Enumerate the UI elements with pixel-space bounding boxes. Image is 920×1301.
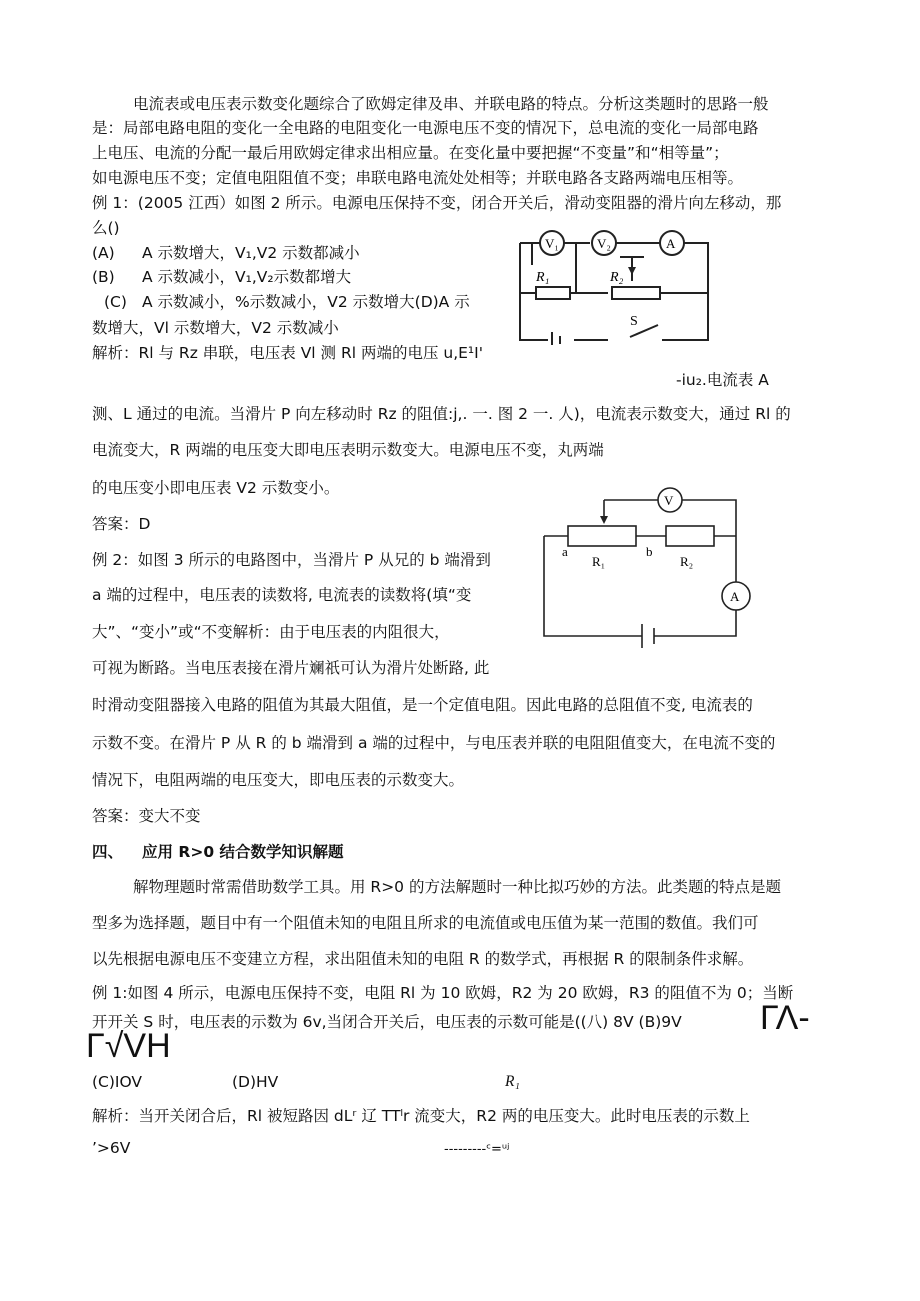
example2-answer: 答案：变大不变 — [92, 807, 201, 825]
fig3-r2-label: R₂ — [680, 554, 694, 569]
fig3-a-end: a — [562, 544, 568, 559]
example1-line-1: 例 1：(2005 江西）如图 2 所示。电源电压保持不变，闭合开关后，滑动变阻器的滑片向左移动，那 — [92, 194, 782, 212]
example2-line-4: 可视为断路。当电压表接在滑片斓祇可认为滑片处断路, 此 — [92, 659, 490, 677]
intro-line-1: 电流表或电压表示数变化题综合了欧姆定律及串、并联电路的特点。分析这类题时的思路一般 — [133, 95, 769, 113]
option-c-text: A 示数减小，%示数减小，V2 示数增大(D)A 示 — [142, 293, 470, 311]
option-d-continued: 数增大，Vl 示数增大，V2 示数减小 — [92, 319, 339, 337]
intro-line-4: 如电源电压不变；定值电阻阻值不变；串联电路电流处处相等；并联电路各支路两端电压相等。 — [92, 169, 744, 187]
section4-para-3: 以先根据电源电压不变建立方程，求出阻值未知的电阻 R 的数学式，再根据 R 的限制条件求解。 — [92, 950, 754, 968]
fig3-b-end: b — [646, 544, 653, 559]
example2-line-7: 情况下，电阻两端的电压变大，即电压表的示数变大。 — [92, 771, 465, 789]
intro-line-2: 是：局部电路电阻的变化一全电路的电阻变化一电源电压不变的情况下，总电流的变化一局部电路 — [92, 119, 759, 137]
example2-line-1: 例 2：如图 3 所示的电路图中，当滑片 P 从兄的 b 端滑到 — [92, 551, 491, 569]
option-a-text: A 示数增大，V₁,V2 示数都减小 — [142, 244, 360, 262]
intro-line-3: 上电压、电流的分配一最后用欧姆定律求出相应量。在变化量中要把握“不变量”和“相等量”； — [92, 144, 729, 162]
example1-analysis-3: 测、L 通过的电流。当滑片 P 向左移动时 Rz 的阻值:j,. 一. 图 2 一. 人)，电流表示数变大，通过 Rl 的 — [92, 405, 791, 423]
section4-analysis-1: 解析：当开关闭合后，Rl 被短路因 dLʳ 辽 TTˡr 流变大，R2 两的电压变大。此时电压表的示数上 — [92, 1107, 750, 1125]
example1-line-2: 么() — [92, 219, 120, 237]
option-c-label: (C) — [104, 293, 127, 311]
fig2-s-label: S — [630, 314, 638, 329]
garbled-mark-3: ---------ᶜ=ᵘʲ — [444, 1142, 510, 1157]
example1-analysis-2: -iu₂.电流表 A — [676, 371, 769, 389]
example2-line-6: 示数不变。在滑片 P 从 R 的 b 端滑到 a 端的过程中，与电压表并联的电阻阻值变大，在电流不变的 — [92, 734, 776, 752]
section4-title: 应用 R>0 结合数学知识解题 — [142, 843, 344, 861]
example1-analysis-5: 的电压变小即电压表 V2 示数变小。 — [92, 479, 340, 497]
garbled-mark-2: Γ√VH — [86, 1027, 171, 1065]
fig3-v-label: V — [664, 493, 674, 508]
section4-para-1: 解物理题时常需借助数学工具。用 R>0 的方法解题时一种比拟巧妙的方法。此类题的特点是题 — [133, 878, 781, 896]
figure2-circuit — [512, 225, 712, 345]
option-b-text: A 示数减小，V₁,V₂示数都增大 — [142, 268, 352, 286]
fig2-r1-label: R₁ — [536, 270, 550, 285]
example1-answer: 答案：D — [92, 515, 151, 533]
fig3-a-label: A — [730, 589, 740, 604]
example1-analysis-4: 电流变大，R 两端的电压变大即电压表明示数变大。电源电压不变，丸两端 — [92, 441, 604, 459]
section4-number: 四、 — [92, 843, 124, 861]
example2-line-2: a 端的过程中，电压表的读数将, 电流表的读数将(填“变 — [92, 586, 472, 604]
section4-option-d: (D)HV — [232, 1073, 279, 1091]
figure3-circuit — [538, 486, 758, 656]
example1-analysis-1: 解析：Rl 与 Rz 串联，电压表 Vl 测 Rl 两端的电压 u,E¹I' — [92, 344, 483, 362]
garbled-mark-1: ΓΛ- — [760, 999, 810, 1037]
fig2-v1-label: V₁ — [545, 236, 559, 251]
example2-line-3: 大”、“变小”或“不变解析：由于电压表的内阻很大， — [92, 623, 450, 641]
fig3-r1-label: R₁ — [592, 554, 606, 569]
example2-line-5: 时滑动变阻器接入电路的阻值为其最大阻值，是一个定值电阻。因此电路的总阻值不变, 电流表的 — [92, 696, 753, 714]
section4-r1-mark: R₁ — [505, 1073, 520, 1090]
fig2-a-label: A — [666, 236, 676, 251]
option-a-label: (A) — [92, 244, 115, 262]
section4-option-c: (C)IOV — [92, 1073, 143, 1091]
section4-example-line-2: 开开关 S 时，电压表的示数为 6v,当闭合开关后，电压表的示数可能是((八) 8V (B)9V — [92, 1013, 682, 1031]
section4-analysis-2: ’>6V — [92, 1139, 131, 1157]
fig2-v2-label: V₂ — [597, 236, 611, 251]
fig2-r2-label: R₂ — [610, 270, 624, 285]
section4-para-2: 型多为选择题，题目中有一个阻值未知的电阻且所求的电流值或电压值为某一范围的数值。我们可 — [92, 914, 759, 932]
section4-example-line-1: 例 1:如图 4 所示，电源电压保持不变，电阻 Rl 为 10 欧姆，R2 为 20 欧姆，R3 的阻值不为 0；当断 — [92, 984, 794, 1002]
option-b-label: (B) — [92, 268, 115, 286]
